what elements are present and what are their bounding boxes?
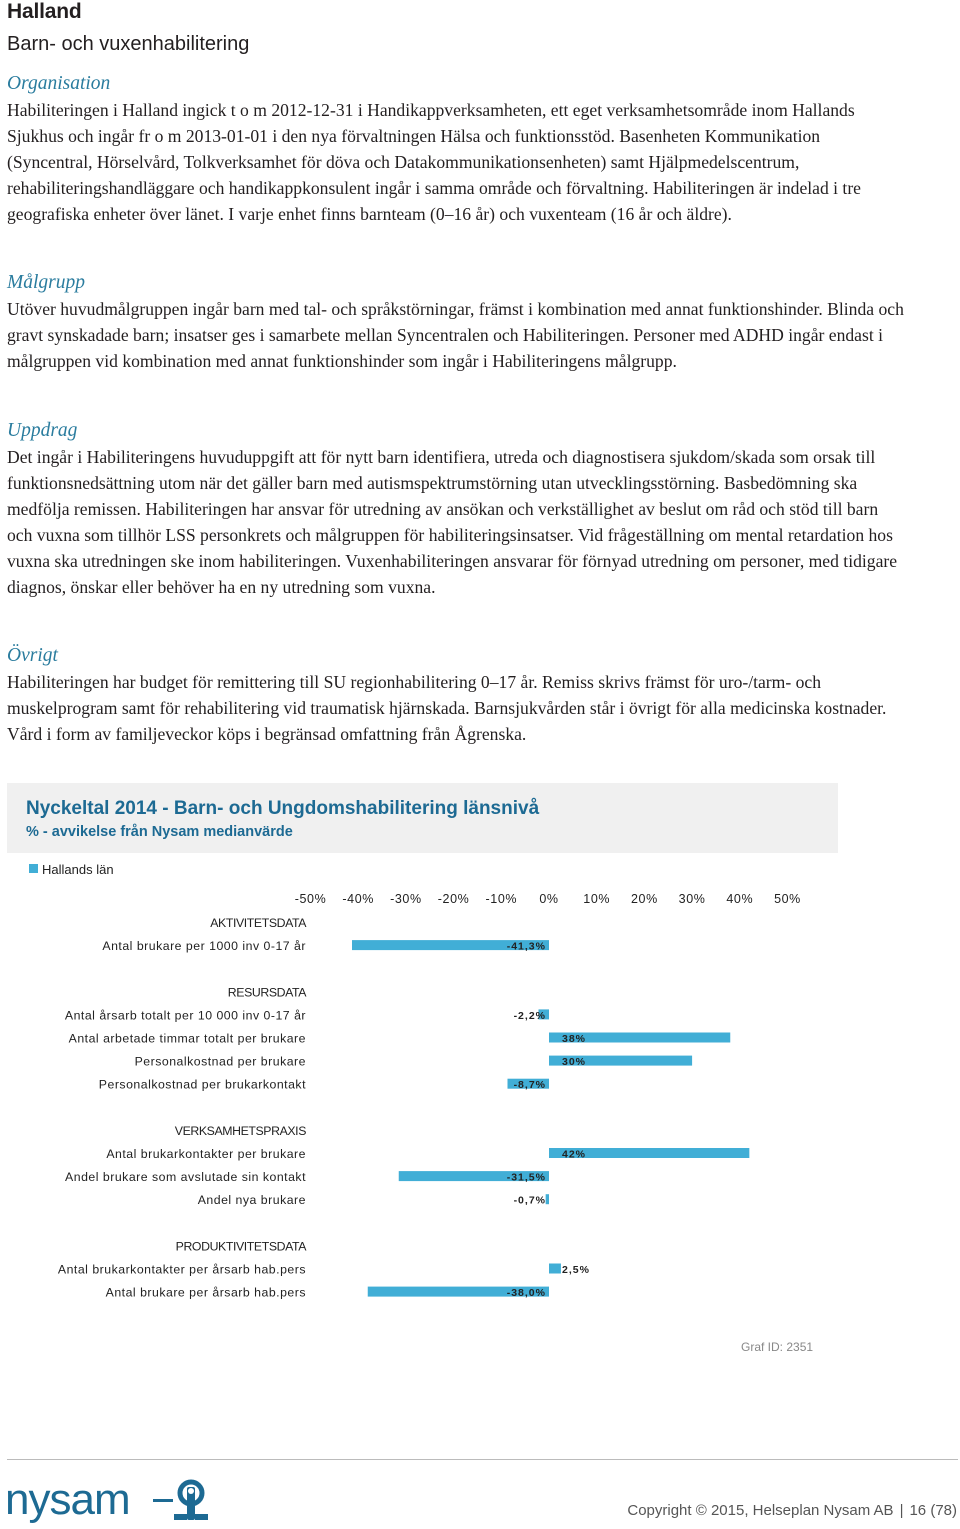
x-tick-label: 30% <box>678 892 706 906</box>
section-heading: Övrigt <box>7 645 58 666</box>
data-label: -38,0% <box>506 1287 546 1300</box>
section-heading: Organisation <box>7 73 111 94</box>
x-tick-label: 0% <box>539 892 559 906</box>
x-tick-label: 40% <box>726 892 754 906</box>
category-label: Antal arbetade timmar totalt per brukare <box>68 1031 306 1046</box>
category-label: Antal årsarb totalt per 10 000 inv 0-17 år <box>64 1008 306 1023</box>
data-label: -8,7% <box>513 1079 546 1092</box>
bar <box>549 1264 561 1274</box>
category-label: Antal brukarkontakter per brukare <box>106 1147 306 1161</box>
logo-wordmark: nysam <box>5 1478 130 1524</box>
keyhole-icon <box>174 1482 208 1520</box>
section-paragraph: Habiliteringen i Halland ingick t o m 2012-12-31 i Handikappverksamheten, ett eget verksamhetsområde inom Hallands Sjukhus och ingår fr o m 2013-01-01 i den nya förvaltningen Hälsa och funktionsstöd. Basenheten Kommunikation (Syncentral, Hörselvård, Tolkverksamhet för döva och Datakommunikationsenheten) samt Hjälpmedelscentrum, rehabiliteringshandläggare och handikappkonsulent ingår i samma område och förvaltning. Habiliteringen är indelad i tre geografiska enheter över länet. I varje enhet finns barnteam (0–16 år) och vuxenteam (16 år och äldre). <box>7 100 861 224</box>
data-label: -31,5% <box>506 1171 546 1184</box>
data-label: -41,3% <box>506 940 546 953</box>
data-label: 30% <box>562 1056 587 1069</box>
data-label: 42% <box>562 1148 587 1161</box>
category-label: Andel brukare som avslutade sin kontakt <box>65 1170 306 1185</box>
region-title: Halland <box>7 0 82 23</box>
section-paragraph: Det ingår i Habiliteringens huvuduppgift att för nytt barn identifiera, utreda och diagnostisera sjukdom/skada som orsak till funktionsnedsättning utom när det gäller barn med autismspektrumstörning utan utvecklingsstörning. Basbedömning ska medfölja remissen. Habiliteringen har ansvar för utredning av ansökan och verkställighet av beslut om råd och stöd till barn och vuxna som tillhör LSS personkrets och målgruppen för habiliteringsinsatser. Vid frågeställning om mental retardation hos vuxna ska utredningen ske inom habiliteringen. Vuxenhabiliteringen ansvarar för förnyad utredning om personer, med tidigare diagnos, önskar eller behöver ha en ny utredning som vuxna. <box>7 447 898 597</box>
data-label: 2,5% <box>562 1264 590 1276</box>
legend-label: Hallands län <box>42 862 114 877</box>
data-label: -0,7% <box>513 1194 546 1207</box>
category-label: Andel nya brukare <box>197 1193 306 1208</box>
copyright-text: Copyright © 2015, Helseplan Nysam AB <box>627 1502 894 1519</box>
x-tick-label: 50% <box>774 892 801 906</box>
logo-bar <box>153 1499 173 1502</box>
x-tick-label: -40% <box>342 892 374 906</box>
x-tick-label: -20% <box>437 892 470 906</box>
section-heading: Målgrupp <box>7 272 85 293</box>
group-heading: PRODUKTIVITETSDATA <box>175 1239 306 1254</box>
nysam-logo <box>5 1478 215 1526</box>
category-label: Antal brukarkontakter per årsarb hab.pers <box>57 1262 306 1277</box>
x-tick-label: 20% <box>630 892 658 906</box>
separator: | <box>899 1502 904 1519</box>
group-heading: RESURSDATA <box>227 985 306 1000</box>
chart-title: Nyckeltal 2014 - Barn- och Ungdomshabilitering länsnivå <box>26 798 540 819</box>
x-tick-label: 10% <box>583 892 611 906</box>
copyright-footer <box>627 1502 957 1519</box>
legend-swatch <box>29 864 38 873</box>
bar <box>546 1194 549 1204</box>
page-number: 16 (78) <box>909 1502 957 1519</box>
category-label: Personalkostnad per brukare <box>134 1054 306 1069</box>
data-label: 38% <box>562 1033 587 1045</box>
section-heading: Uppdrag <box>7 420 78 441</box>
x-tick-label: -50% <box>294 892 327 906</box>
category-label: Personalkostnad per brukarkontakt <box>98 1077 306 1092</box>
x-tick-label: -10% <box>485 892 518 906</box>
category-label: Antal brukare per årsarb hab.pers <box>105 1285 306 1300</box>
group-heading: AKTIVITETSDATA <box>210 916 306 930</box>
data-label: -2,2% <box>513 1009 546 1022</box>
footer-divider <box>7 1459 958 1460</box>
category-label: Antal brukare per 1000 inv 0-17 år <box>102 939 306 954</box>
section-paragraph: Habiliteringen har budget för remittering till SU regionhabilitering 0–17 år. Remiss skrivs främst för uro-/tarm- och muskelprogram samt för rehabilitering vid traumatisk hjärnskada. Barnsjukvården står i övrigt för alla medicinska kostnader. Vård i form av familjeveckor köps i begränsad omfattning från Ågrenska. <box>7 672 887 744</box>
group-heading: VERKSAMHETSPRAXIS <box>174 1123 306 1138</box>
graph-id: Graf ID: 2351 <box>741 1340 814 1354</box>
x-tick-label: -30% <box>390 892 422 906</box>
section-paragraph: Utöver huvudmålgruppen ingår barn med tal- och språkstörningar, främst i kombination med annat funktionshinder. Blinda och gravt synskadade barn; insatser ges i samarbete mellan Syncentralen och Habiliteringen. Personer med ADHD ingår endast i målgruppen vid kombination med annat funktionshinder som ingår i Habiliteringens målgrupp. <box>7 299 904 371</box>
page-subtitle: Barn- och vuxenhabilitering <box>7 33 250 55</box>
chart-subtitle: % - avvikelse från Nysam medianvärde <box>26 824 293 840</box>
